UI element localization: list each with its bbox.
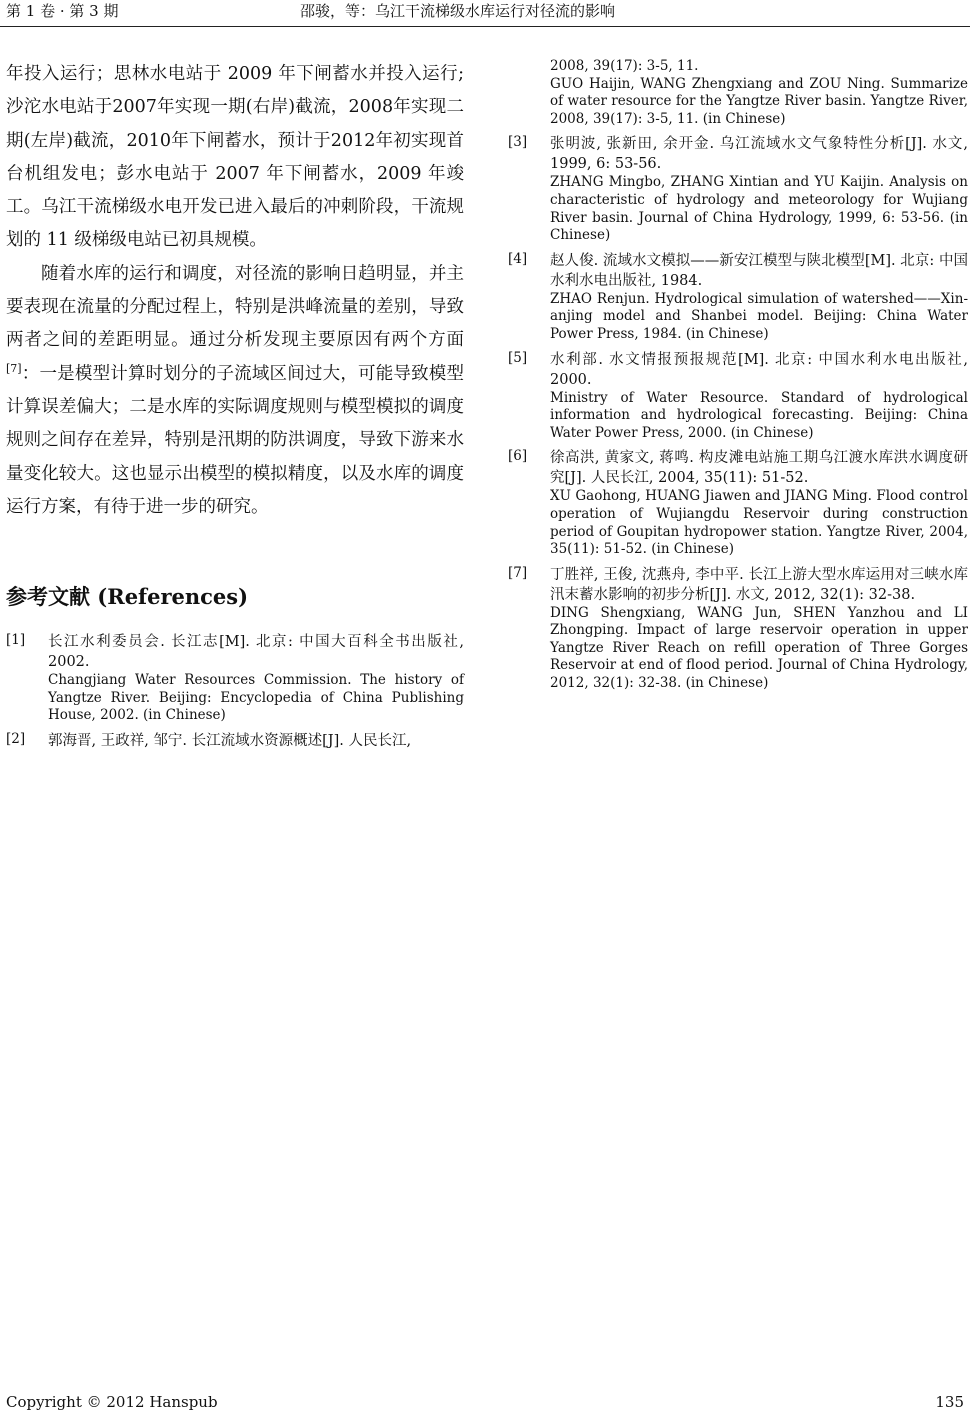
reference-chinese: 徐高洪, 黄家文, 蒋鸣. 构皮滩电站施工期乌江渡水库洪水调度研究[J]. 人民长江, 2004, 35(11): 51-52. [550, 450, 968, 487]
reference-item [508, 251, 968, 344]
citation-7: [7] [6, 361, 22, 375]
reference-item-continued [508, 58, 968, 128]
reference-item [508, 565, 968, 693]
reference-chinese: 长江水利委员会. 长江志[M]. 北京: 中国大百科全书出版社, 2002. [48, 634, 464, 671]
reference-item [508, 448, 968, 558]
reference-english: Ministry of Water Resource. Standard of hydrological information and hydrological forecasting. Beijing: China Water Power Press, 2000. (in Chinese) [550, 389, 968, 441]
reference-item [6, 632, 464, 725]
body-paragraph-1: 年投入运行；思林水电站于 2009 年下闸蓄水并投入运行;沙沱水电站于2007年实现一期(右岸)截流，2008年实现二期(左岸)截流，2010年下闸蓄水，预计于2012年初实现首台机组发电；彭水电站于 2007 年下闸蓄水，2009 年竣工。乌江干流梯级水电开发已进入最后的冲刺阶段，干流规划的 11 级梯级电站已初具规模。 [6, 64, 464, 251]
reference-number: [5] [508, 349, 528, 366]
reference-english: Changjiang Water Resources Commission. The history of Yangtze River. Beijing: Encyclopedia of China Publishing House, 2002. (in Chinese) [48, 672, 464, 724]
reference-english: ZHANG Mingbo, ZHANG Xintian and YU Kaijin. Analysis on characteristic of hydrology and meteorology for Wujiang River basin. Journal of China Hydrology, 1999, 6: 53-56. (in Chinese) [550, 174, 968, 244]
page-footer [0, 1392, 970, 1412]
reference-number: [4] [508, 250, 528, 267]
reference-english: GUO Haijin, WANG Zhengxiang and ZOU Ning. Summarize of water resource for the Yangtze River basin. Yangtze River, 2008, 39(17): 3-5, 11. (in Chinese) [550, 75, 968, 127]
reference-item [508, 350, 968, 443]
paragraph-text: ：一是模型计算时划分的子流域区间过大，可能导致模型计算误差偏大；二是水库的实际调度规则与模型模拟的调度规则之间存在差异，特别是汛期的防洪调度，导致下游来水量变化较大。这也显示出模型的模拟精度，以及水库的调度运行方案，有待于进一步的研究。 [6, 363, 464, 517]
page-header [0, 0, 970, 27]
left-column [6, 58, 464, 757]
reference-number: [6] [508, 448, 528, 465]
copyright-notice: Copyright © 2012 Hanspub [6, 1393, 218, 1411]
reference-english: ZHAO Renjun. Hydrological simulation of watershed——Xinanjing model and Shanbei model. Beijing: China Water Power Press, 1984. (in Chinese) [550, 290, 968, 342]
references-heading: 参考文献 (References) [6, 584, 249, 610]
journal-issue: 第 1 卷 · 第 3 期 [6, 2, 119, 20]
paragraph-text: 随着水库的运行和调度，对径流的影响日趋明显，并主要表现在流量的分配过程上，特别是洪峰流量的差别，导致两者之间的差距明显。通过分析发现主要原因有两个方面 [6, 263, 464, 351]
reference-chinese: 张明波, 张新田, 余开金. 乌江流域水文气象特性分析[J]. 水文, 1999, 6: 53-56. [550, 136, 968, 173]
reference-chinese: 水利部. 水文情报预报规范[M]. 北京: 中国水利水电出版社, 2000. [550, 351, 968, 388]
reference-item [6, 731, 464, 751]
reference-chinese: 赵人俊. 流域水文模拟——新安江模型与陕北模型[M]. 北京: 中国水利水电出版社, 1984. [550, 252, 968, 289]
reference-number: [7] [508, 564, 528, 581]
reference-chinese: 郭海晋, 王政祥, 邹宁. 长江流域水资源概述[J]. 人民长江, [48, 732, 412, 749]
reference-number: [2] [6, 730, 26, 747]
reference-number: [3] [508, 134, 528, 151]
running-title: 邵骏，等：乌江干流梯级水库运行对径流的影响 [300, 2, 616, 20]
body-paragraph-2 [6, 258, 464, 524]
reference-chinese: 丁胜祥, 王俊, 沈燕舟, 李中平. 长江上游大型水库运用对三峡水库汛末蓄水影响的初步分析[J]. 水文, 2012, 32(1): 32-38. [550, 566, 968, 603]
reference-english: DING Shengxiang, WANG Jun, SHEN Yanzhou and LI Zhongping. Impact of large reservoir operation in upper Yangtze River Reach on refill operation of Three Gorges Reservoir at end of flood period. Journal of China Hydrology, 2012, 32(1): 32-38. (in Chinese) [550, 604, 968, 692]
reference-english: XU Gaohong, HUANG Jiawen and JIANG Ming. Flood control operation of Wujiangdu Reservoir during construction period of Goupitan hydropower station. Yangtze River, 2004, 35(11): 51-52. (in Chinese) [550, 488, 968, 558]
page-number: 135 [935, 1393, 964, 1411]
reference-item [508, 134, 968, 244]
right-column [508, 58, 968, 699]
reference-chinese-continued: 2008, 39(17): 3-5, 11. [550, 58, 699, 74]
reference-number: [1] [6, 632, 26, 649]
